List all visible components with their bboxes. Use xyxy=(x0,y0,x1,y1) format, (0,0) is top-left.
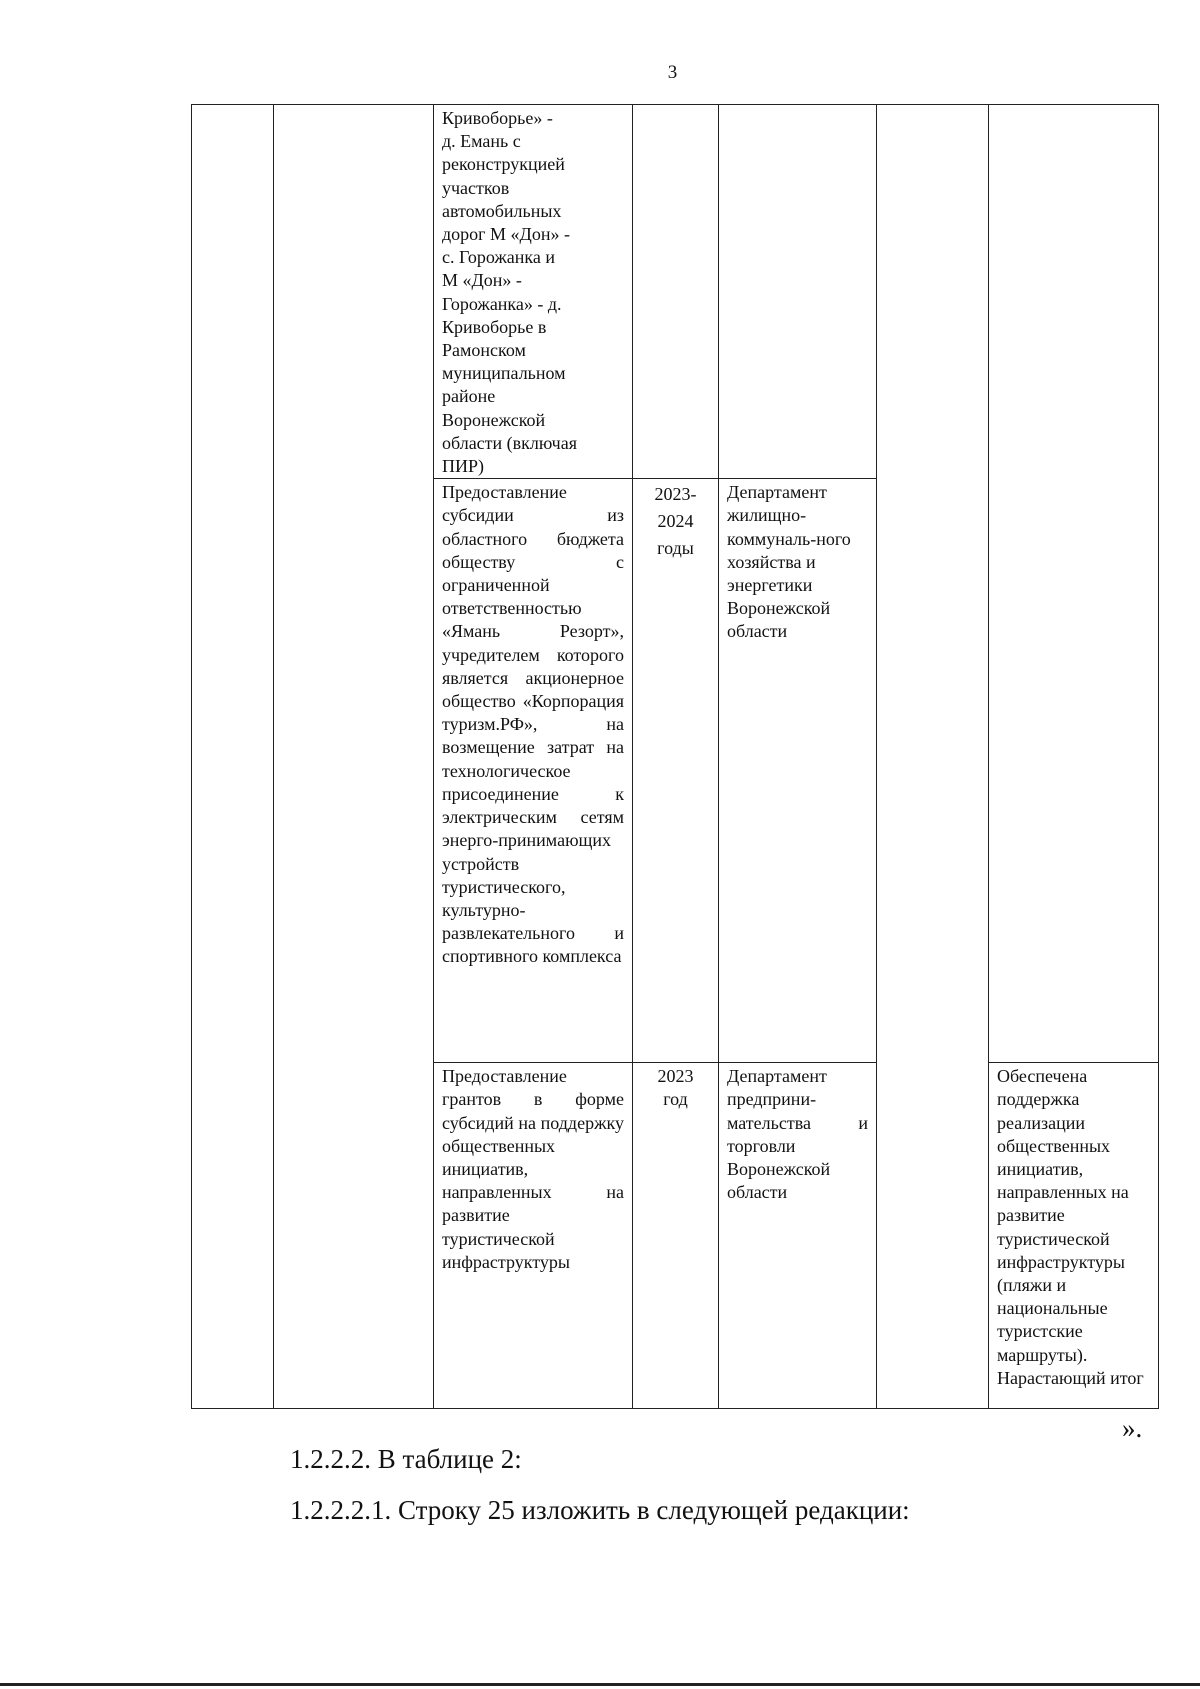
activity-text: Предоставление грантов в форме субсидий на поддержку общественных инициатив, направленных на развитие туристической инфраструктуры xyxy=(442,1066,624,1272)
closing-quote: ». xyxy=(1122,1413,1143,1443)
continuation-table xyxy=(191,104,1159,1409)
activity-text: Предоставление субсидии из областного бюджета обществу с ограниченной ответственностью «Ямань Резорт», учредителем которого является акционерное общество «Корпорация туризм.РФ», на возмещение затрат на технологическое присоединение к электрическим сетям энерго-принимающих устройств туристического, культурно-развлекательного и спортивного комплекса xyxy=(442,482,624,967)
table-cell-activity xyxy=(434,105,633,479)
table-cell-empty xyxy=(192,105,274,1409)
activity-text: Кривоборье» - д. Емань с реконструкцией участков автомобильных дорог М «Дон» - с. Горожанка и М «Дон» - Горожанка» - д. Кривоборье в Рамонском муниципальном районе Воронежской области (включая ПИР) xyxy=(442,108,577,477)
table-row xyxy=(192,105,1159,479)
bottom-divider xyxy=(0,1683,1200,1686)
table-cell-empty xyxy=(989,105,1159,1063)
period-text xyxy=(633,105,718,107)
table-cell-activity xyxy=(434,1063,633,1409)
result-text: Обеспечена поддержка реализации общественных инициатив, направленных на развитие туристической инфраструктуры (пляжи и национальные туристские маршруты). Нарастающий итог xyxy=(997,1066,1144,1388)
period-text: 2023 год xyxy=(657,1066,694,1110)
table-cell-executor xyxy=(719,105,877,479)
table-cell-period xyxy=(633,105,719,479)
executor-text: Департамент жилищно-коммуналь-ного хозяйства и энергетики Воронежской области xyxy=(727,482,851,642)
table-cell-period xyxy=(633,479,719,1063)
executor-text: Департамент предприни-мательства и торговли Воронежской области xyxy=(727,1066,868,1203)
table-cell-empty xyxy=(877,105,989,1409)
table-cell-executor xyxy=(719,1063,877,1409)
paragraph-table-2: 1.2.2.2. В таблице 2: xyxy=(290,1444,522,1474)
paragraph-row-25: 1.2.2.2.1. Строку 25 изложить в следующей редакции: xyxy=(290,1495,910,1525)
executor-text xyxy=(719,105,876,107)
page-number: 3 xyxy=(667,62,678,83)
period-text: 2023- 2024 годы xyxy=(654,484,697,559)
table-cell-empty xyxy=(274,105,434,1409)
table-cell-period xyxy=(633,1063,719,1409)
table-cell-result xyxy=(989,1063,1159,1409)
table-cell-executor xyxy=(719,479,877,1063)
table-cell-activity xyxy=(434,479,633,1063)
